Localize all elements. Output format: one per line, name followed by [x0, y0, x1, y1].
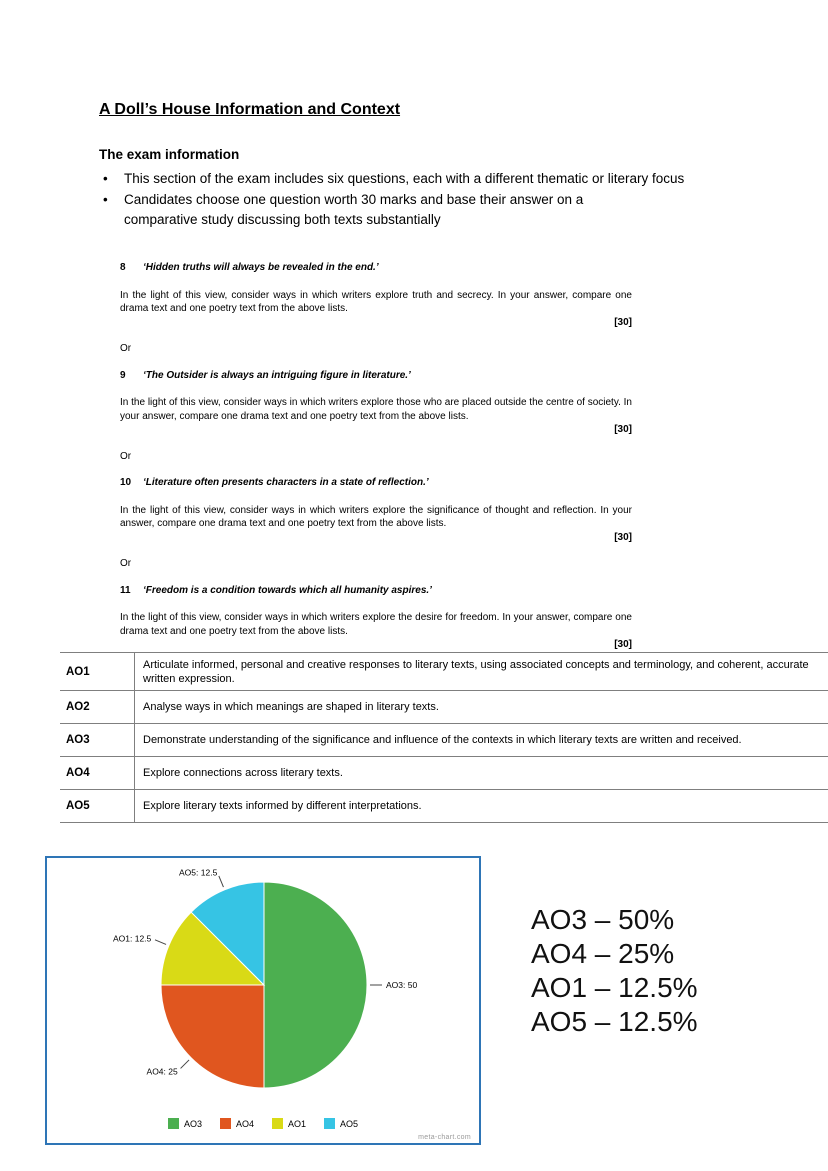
chart-watermark: meta-chart.com — [418, 1134, 471, 1141]
pie-label: AO5: 12.5 — [179, 867, 218, 878]
bullet-marker: • — [103, 191, 108, 207]
question-heading — [120, 261, 632, 275]
bullet-marker: • — [103, 171, 108, 186]
pie-label-line — [181, 1060, 189, 1068]
or-separator: Or — [120, 558, 132, 569]
summary-line: AO4 – 25% — [531, 938, 675, 969]
legend-swatch — [220, 1118, 231, 1129]
legend-label: AO5 — [340, 1118, 359, 1129]
question-number: 10 — [120, 477, 132, 488]
summary-line: AO5 – 12.5% — [531, 1006, 698, 1037]
question-body: In the light of this view, consider ways in which writers explore the desire for freedom. In your answer, compare one drama text and one poetry text from the above lists. — [120, 612, 632, 637]
question-number: 9 — [120, 369, 126, 381]
ao-summary — [531, 903, 698, 1039]
question-number: 8 — [120, 262, 126, 273]
ao-description: Explore connections across literary texts. — [143, 767, 343, 779]
bullet-item — [103, 169, 724, 190]
question-heading — [120, 369, 632, 383]
bullet-list — [103, 169, 724, 231]
pie-label: AO4: 25 — [146, 1066, 178, 1077]
exam-question — [120, 369, 632, 464]
legend-label: AO4 — [235, 1118, 254, 1129]
pie-slice-ao3 — [264, 882, 367, 1088]
legend-swatch — [272, 1118, 283, 1129]
ao-description: Analyse ways in which meanings are shaped in literary texts. — [143, 701, 439, 713]
question-quote: ‘Freedom is a condition towards which all humanity aspires.’ — [143, 584, 432, 596]
table-row — [60, 653, 828, 691]
ao-description: Demonstrate understanding of the significance and influence of the contexts in which literary texts are written and received. — [143, 734, 742, 746]
question-quote: ‘Literature often presents characters in a state of reflection.’ — [143, 477, 429, 488]
table-row — [60, 790, 828, 823]
ao-label: AO2 — [60, 691, 135, 723]
ao-label: AO3 — [60, 724, 135, 756]
question-heading — [120, 584, 632, 598]
exam-info-heading: The exam information — [99, 147, 240, 162]
chart-legend — [47, 1118, 479, 1129]
ao-table — [60, 652, 828, 823]
chart-panel — [45, 856, 481, 1145]
summary-line: AO1 – 12.5% — [531, 972, 698, 1003]
legend-item — [168, 1118, 202, 1129]
question-marks: [30] — [614, 639, 632, 650]
question-body: In the light of this view, consider ways in which writers explore the significance of thought and reflection. In your answer, compare one drama text and one poetry text from the above lists. — [120, 504, 632, 529]
table-row — [60, 724, 828, 757]
exam-question — [120, 476, 632, 571]
or-separator: Or — [120, 450, 132, 462]
pie-label: AO3: 50 — [386, 980, 418, 990]
question-number: 11 — [120, 584, 131, 596]
question-quote: ‘Hidden truths will always be revealed in the end.’ — [143, 262, 379, 273]
legend-label: AO3 — [183, 1118, 202, 1129]
question-heading — [120, 476, 632, 490]
table-row — [60, 757, 828, 790]
legend-label: AO1 — [288, 1118, 307, 1129]
legend-swatch — [324, 1118, 335, 1129]
legend-swatch — [168, 1118, 179, 1129]
bullet-text: Candidates choose one question worth 30 marks and base their answer on a comparative study discussing both texts substantially — [124, 191, 584, 227]
ao-label: AO5 — [60, 790, 135, 822]
pie-label-line — [219, 876, 224, 887]
page-title: A Doll’s House Information and Context — [99, 101, 401, 118]
exam-question — [120, 261, 632, 356]
legend-item — [272, 1118, 306, 1129]
pie-label: AO1: 12.5 — [113, 933, 152, 944]
exam-question — [120, 584, 632, 652]
pie-chart — [47, 858, 479, 1110]
question-marks: [30] — [614, 316, 632, 328]
question-body: In the light of this view, consider ways in which writers explore those who are placed outside the centre of society. In your answer, compare one drama text and one poetry text from the above lists. — [120, 397, 632, 422]
ao-label: AO4 — [60, 757, 135, 789]
or-separator: Or — [120, 343, 132, 354]
question-marks: [30] — [614, 531, 632, 543]
pie-label-line — [155, 940, 166, 945]
question-quote: ‘The Outsider is always an intriguing figure in literature.’ — [143, 369, 411, 381]
ao-description: Explore literary texts informed by different interpretations. — [143, 800, 422, 812]
ao-label: AO1 — [60, 653, 135, 690]
legend-item — [220, 1118, 254, 1129]
ao-description: Articulate informed, personal and creative responses to literary texts, using associated concepts and terminology, and coherent, accurate written expression. — [143, 658, 809, 685]
legend-item — [324, 1118, 358, 1129]
question-marks: [30] — [614, 424, 632, 435]
bullet-item — [103, 190, 724, 231]
exam-questions — [120, 261, 632, 652]
summary-line: AO3 – 50% — [531, 904, 675, 935]
table-row — [60, 691, 828, 724]
bullet-text: This section of the exam includes six questions, each with a different thematic or literary focus — [124, 171, 685, 186]
question-body: In the light of this view, consider ways in which writers explore truth and secrecy. In your answer, compare one drama text and one poetry text from the above lists. — [120, 289, 632, 314]
